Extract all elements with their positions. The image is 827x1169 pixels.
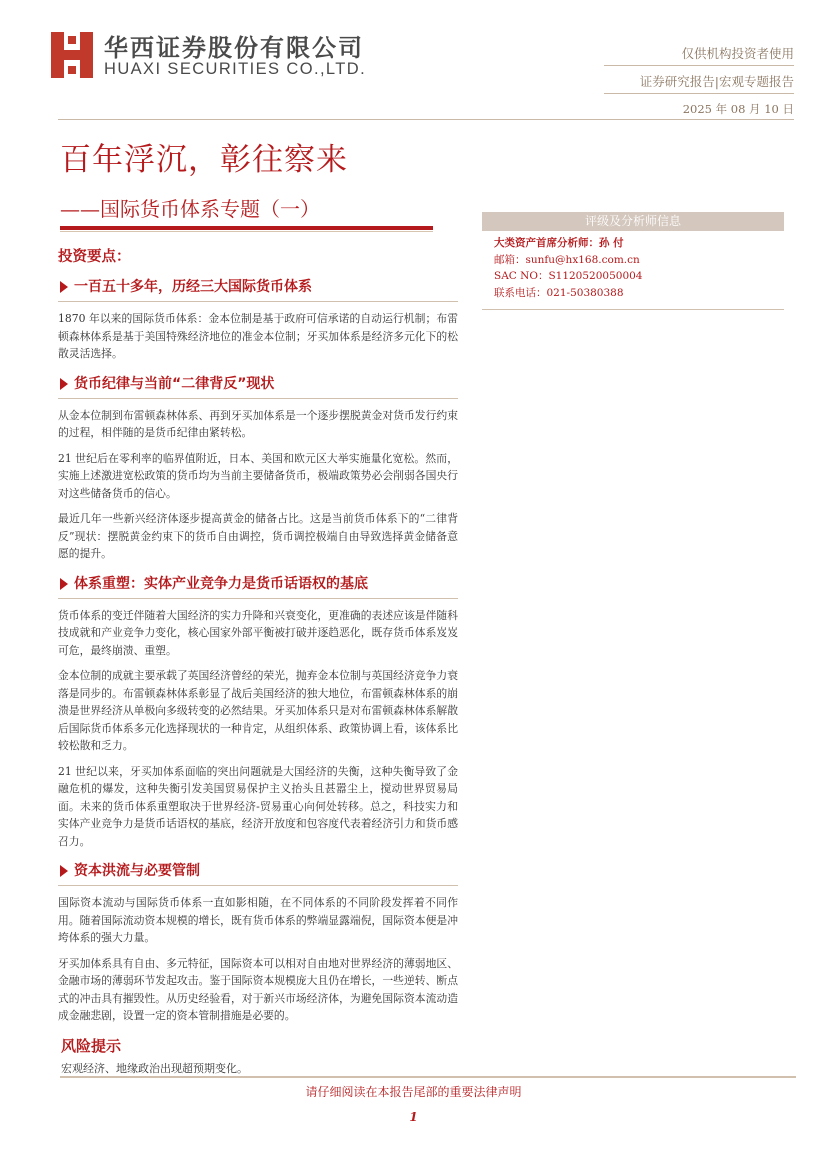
report-date: 2025 年 08 月 10 日 — [682, 102, 794, 116]
triangle-bullet-icon — [60, 378, 68, 390]
section-3 — [58, 573, 458, 851]
paragraph: 21 世纪以来，牙买加体系面临的突出问题就是大国经济的失衡，这种失衡导致了金融危机的爆发，这种失衡引发美国贸易保护主义抬头且甚嚣尘上，搅动世界贸易局面。未来的货币体系重塑取决于世界经济-贸易重心向何处转移。总之，科技实力和实体产业竞争力是货币话语权的基底，经济开放度和包容度代表着经济引力和货币感召力。 — [58, 764, 458, 848]
paragraph: 金本位制的成就主要承载了英国经济曾经的荣光，抛弃金本位制与英国经济竞争力衰落是同步的。布雷顿森林体系彰显了战后美国经济的独大地位，布雷顿森林体系的崩溃是世界经济从单极向多级转变的必然结果。牙买加体系只是对布雷顿森林体系解散后国际货币体系多元化选择现状的一种肯定，从组织体系、政策协调上看，该体系比较松散和乏力。 — [58, 669, 458, 752]
risk-text: 宏观经济、地缘政治出现超预期变化。 — [61, 1061, 248, 1075]
paragraph: 最近几年一些新兴经济体逐步提高黄金的储备占比。这是当前货币体系下的“二律背反”现状：摆脱黄金约束下的货币自由调控，货币调控极端自由导致选择黄金储备意愿的提升。 — [58, 512, 458, 560]
footer-divider — [60, 1076, 796, 1078]
paragraph: 国际资本流动与国际货币体系一直如影相随，在不同体系的不同阶段发挥着不同作用。随着国际流动资本规模的增长，既有货币体系的弊端显露端倪，国际资本便是冲垮体系的强大力量。 — [58, 896, 458, 944]
page-subtitle: ——国际货币体系专题（一） — [60, 197, 320, 221]
triangle-bullet-icon — [60, 865, 68, 877]
analyst-details — [482, 231, 784, 301]
section-heading-text: 货币纪律与当前“二律背反”现状 — [74, 375, 275, 392]
audience-notice: 仅供机构投资者使用 — [681, 46, 794, 61]
analyst-sac: SAC NO：S1120520050004 — [494, 270, 643, 282]
header-divider — [604, 93, 794, 94]
key-points-heading: 投资要点： — [58, 248, 131, 265]
analyst-box-divider — [482, 309, 784, 310]
section-1 — [58, 276, 458, 363]
section-heading-text: 体系重塑：实体产业竞争力是货币话语权的基底 — [74, 575, 368, 592]
section-heading — [58, 276, 458, 302]
analyst-box-title: 评级及分析师信息 — [482, 212, 784, 231]
section-heading — [58, 373, 458, 399]
huaxi-logo-icon — [51, 32, 93, 78]
section-heading — [58, 573, 458, 599]
analyst-phone: 联系电话：021-50380388 — [494, 286, 624, 299]
section-4 — [58, 860, 458, 1025]
legal-notice: 请仔细阅读在本报告尾部的重要法律声明 — [305, 1085, 522, 1099]
company-name-en: HUAXI SECURITIES CO.,LTD. — [104, 60, 367, 78]
analyst-email[interactable]: 邮箱：sunfu@hx168.com.cn — [494, 253, 640, 266]
triangle-bullet-icon — [60, 281, 68, 293]
key-points-column — [58, 245, 458, 1077]
page-number: 1 — [409, 1110, 418, 1124]
report-type: 证券研究报告|宏观专题报告 — [639, 74, 794, 89]
triangle-bullet-icon — [60, 578, 68, 590]
header-divider — [58, 119, 794, 120]
page-title: 百年浮沉，彰往察来 — [60, 142, 348, 178]
paragraph: 货币体系的变迁伴随着大国经济的实力升降和兴衰变化，更准确的表述应该是伴随科技成就和产业竞争力变化，核心国家外部平衡被打破并逐趋恶化，既存货币体系岌岌可危，最终崩溃、重塑。 — [58, 608, 458, 657]
section-2 — [58, 373, 458, 563]
title-underline — [60, 226, 433, 230]
paragraph: 牙买加体系具有自由、多元特征，国际资本可以相对自由地对世界经济的薄弱地区、金融市场的薄弱环节发起攻击。鉴于国际资本规模庞大且仍在增长，一些逆转、断点式的冲击具有摧毁性。从历史经验看，对于新兴市场经济体，为避免国际资本流动造成金融悲剧，设置一定的资本管制措施是必要的。 — [58, 956, 458, 1022]
company-name-cn: 华西证券股份有限公司 — [104, 34, 364, 62]
title-underline-thin — [60, 231, 433, 232]
paragraph: 从金本位制到布雷顿森林体系、再到牙买加体系是一个逐步摆脱黄金对货币发行约束的过程，相伴随的是货币纪律由紧转松。 — [58, 408, 458, 439]
analyst-info-box — [482, 212, 784, 310]
paragraph: 1870 年以来的国际货币体系：金本位制是基于政府可信承诺的自动运行机制；布雷顿森林体系是基于美国特殊经济地位的准金本位制；牙买加体系是经济多元化下的松散灵活选择。 — [58, 312, 458, 360]
section-heading-text: 一百五十多年，历经三大国际货币体系 — [74, 279, 312, 295]
risk-heading: 风险提示 — [61, 1036, 122, 1055]
header-divider — [604, 65, 794, 66]
section-heading — [58, 860, 458, 886]
section-heading-text: 资本洪流与必要管制 — [74, 863, 200, 879]
paragraph: 21 世纪后在零利率的临界值附近，日本、美国和欧元区大举实施量化宽松。然而，实施上述激进宽松政策的货币均为当前主要储备货币，极端政策势必会削弱各国央行对这些储备货币的信心。 — [58, 451, 458, 500]
analyst-name: 大类资产首席分析师：孙 付 — [494, 237, 624, 249]
